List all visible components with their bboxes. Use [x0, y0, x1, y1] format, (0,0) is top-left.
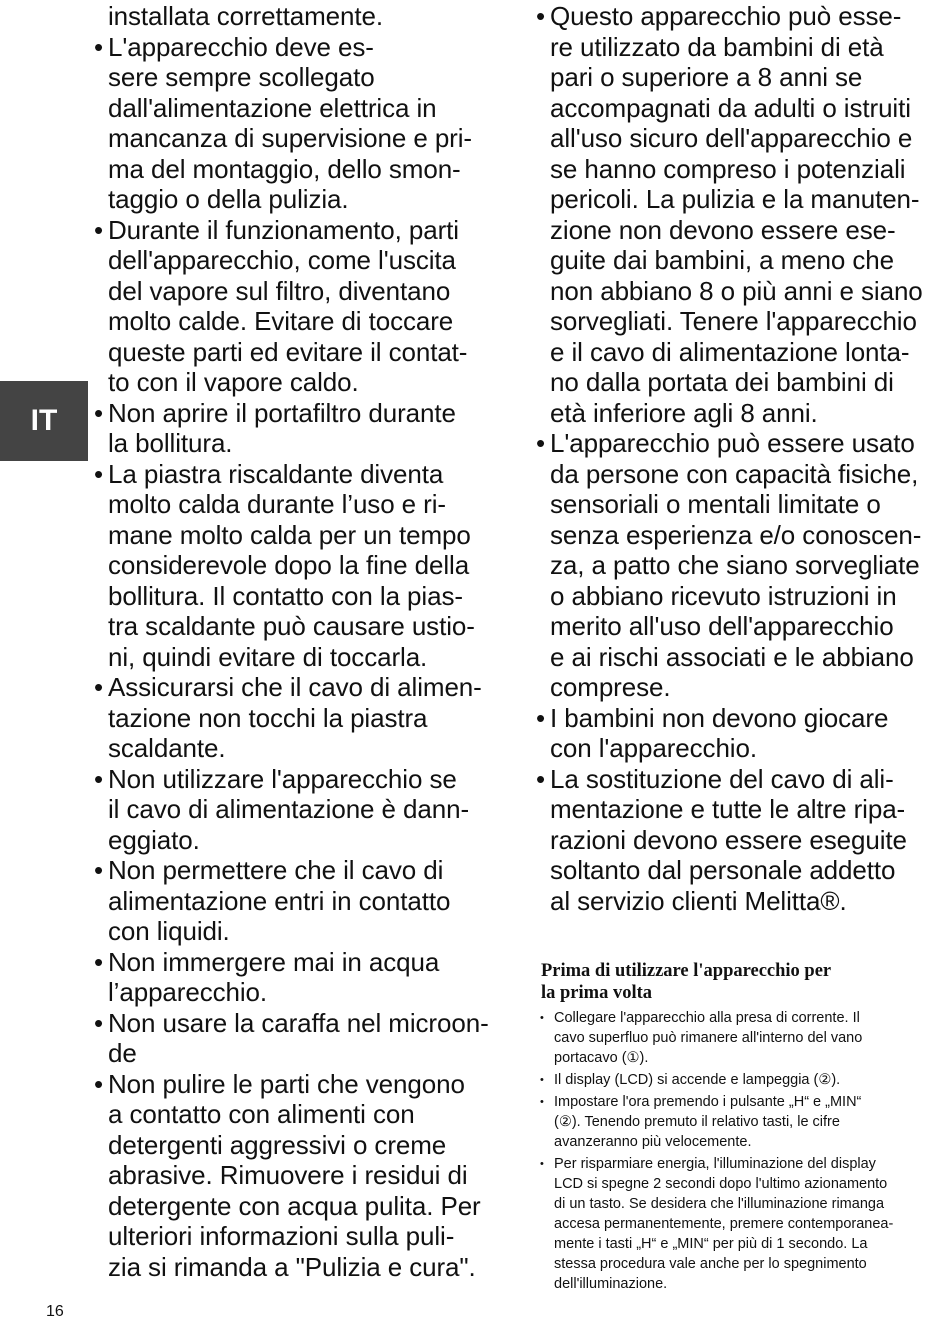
list-item	[94, 32, 514, 215]
list-item	[94, 672, 514, 764]
page-number: 16	[46, 1303, 64, 1320]
list-item-text: I bambini non devono giocare con l'apparecchio.	[550, 702, 889, 763]
list-item-text: Il display (LCD) si accende e lampeggia (②).	[554, 1072, 841, 1088]
bullet-icon: •	[94, 672, 104, 702]
list-item-text: Questo apparecchio può esse- re utilizzato da bambini di età pari o superiore a 8 anni se accompagnati da adulti o istruiti all'uso sicuro dell'apparecchio e se hanno compreso i potenziali pericoli. La pulizia e la manuten- zione non devono essere ese- guite dai bambini, a meno che non abbiano 8 o più anni e siano sorvegliati. Tenere l'apparecchio e il cavo di alimentazione lonta- no dalla portata dei bambini di età inferiore agli 8 anni.	[550, 1, 923, 428]
list-item	[94, 398, 514, 459]
list-item	[536, 703, 950, 764]
bullet-icon: •	[540, 1158, 544, 1170]
list-item-text: Per risparmiare energia, l'illuminazione del display LCD si spegne 2 secondi dopo l'ultimo azionamento di un tasto. Se desidera che l'illuminazione rimanga accesa permanentemente, premere contemporanea- mente i tasti „H“ e „MIN“ per più di 1 secondo. La stessa procedura vale anche per lo spegnimento dell'illuminazione.	[554, 1156, 894, 1292]
bullet-icon: •	[536, 428, 546, 458]
bullet-icon: •	[94, 1068, 104, 1099]
list-item	[536, 1, 950, 428]
left-column	[94, 1, 514, 1282]
bullet-icon: •	[94, 855, 104, 885]
first-use-section	[536, 960, 948, 1296]
list-item	[536, 1154, 948, 1294]
bullet-icon: •	[540, 1012, 544, 1024]
list-item-text: L'apparecchio deve es- sere sempre scollegato dall'alimentazione elettrica in mancanza di supervisione e pri- ma del montaggio, dello smon- taggio o della pulizia.	[108, 31, 472, 214]
bullet-icon: •	[536, 702, 546, 733]
list-item	[536, 428, 950, 703]
list-item	[94, 459, 514, 673]
list-item	[536, 1070, 948, 1090]
right-bullet-list	[536, 1, 950, 916]
list-item	[536, 1092, 948, 1152]
list-item-text: Non immergere mai in acqua l’apparecchio.	[108, 946, 440, 1007]
list-item	[94, 855, 514, 947]
list-item	[94, 1069, 514, 1283]
first-use-list	[536, 1008, 948, 1294]
bullet-icon: •	[94, 397, 104, 428]
list-item-text: Assicurarsi che il cavo di alimen- tazione non tocchi la piastra scaldante.	[108, 672, 482, 763]
list-item-text: La piastra riscaldante diventa molto calda durante l’uso e ri- mane molto calda per un tempo considerevole dopo la fine della bollitura. Il contatto con la pias- tra scaldante può causare ustio- ni, quindi evitare di toccarla.	[108, 458, 475, 672]
list-item	[536, 764, 950, 917]
list-item	[94, 215, 514, 398]
list-item	[536, 1008, 948, 1068]
bullet-icon: •	[540, 1074, 544, 1086]
bullet-icon: •	[536, 1, 546, 31]
language-tab: IT	[0, 381, 88, 461]
bullet-icon: •	[94, 763, 104, 794]
list-item-text: La sostituzione del cavo di ali- mentazione e tutte le altre ripa- razioni devono essere eseguite soltanto dal personale addetto al servizio clienti Melitta®.	[550, 763, 907, 916]
bullet-icon: •	[94, 214, 104, 245]
list-item	[94, 947, 514, 1008]
list-item-text: Non pulire le parti che vengono a contatto con alimenti con detergenti aggressivi o creme abrasive. Rimuovere i residui di detergente con acqua pulita. Per ulteriori informazioni sulla puli- zia si rimanda a "Pulizia e cura".	[108, 1068, 481, 1282]
list-item-text: L'apparecchio può essere usato da persone con capacità fisiche, sensoriali o mentali limitate o senza esperienza e/o conoscen- za, a patto che siano sorvegliate o abbiano ricevuto istruzioni in merito all'uso dell'apparecchio e ai rischi associati e le abbiano comprese.	[550, 428, 922, 702]
continuation-text: installata correttamente.	[108, 1, 383, 31]
list-item-text: Collegare l'apparecchio alla presa di corrente. Il cavo superfluo può rimanere all'interno del vano portacavo (①).	[554, 1010, 863, 1066]
list-item-text: Non permettere che il cavo di alimentazione entri in contatto con liquidi.	[108, 855, 451, 946]
list-item-text: Durante il funzionamento, parti dell'apparecchio, come l'uscita del vapore sul filtro, diventano molto calde. Evitare di toccare queste parti ed evitare il contat- to con il vapore caldo.	[108, 214, 468, 397]
bullet-icon: •	[540, 1096, 544, 1108]
bullet-icon: •	[536, 763, 546, 794]
bullet-icon: •	[94, 31, 104, 62]
list-item-text: Impostare l'ora premendo i pulsante „H“ e „MIN“ (②). Tenendo premuto il relativo tasti, le cifre avanzeranno più velocemente.	[554, 1094, 862, 1150]
left-bullet-list	[94, 32, 514, 1283]
list-item-text: Non utilizzare l'apparecchio se il cavo di alimentazione è dann- eggiato.	[108, 763, 470, 855]
bullet-icon: •	[94, 946, 104, 977]
list-item-text: Non aprire il portafiltro durante la bollitura.	[108, 397, 456, 458]
right-column	[536, 1, 950, 916]
first-use-heading: Prima di utilizzare l'apparecchio per la prima volta	[541, 961, 832, 1003]
list-item-text: Non usare la caraffa nel microon- de	[108, 1007, 489, 1068]
bullet-icon: •	[94, 1007, 104, 1038]
bullet-icon: •	[94, 458, 104, 489]
list-item	[94, 764, 514, 856]
list-item	[94, 1008, 514, 1069]
